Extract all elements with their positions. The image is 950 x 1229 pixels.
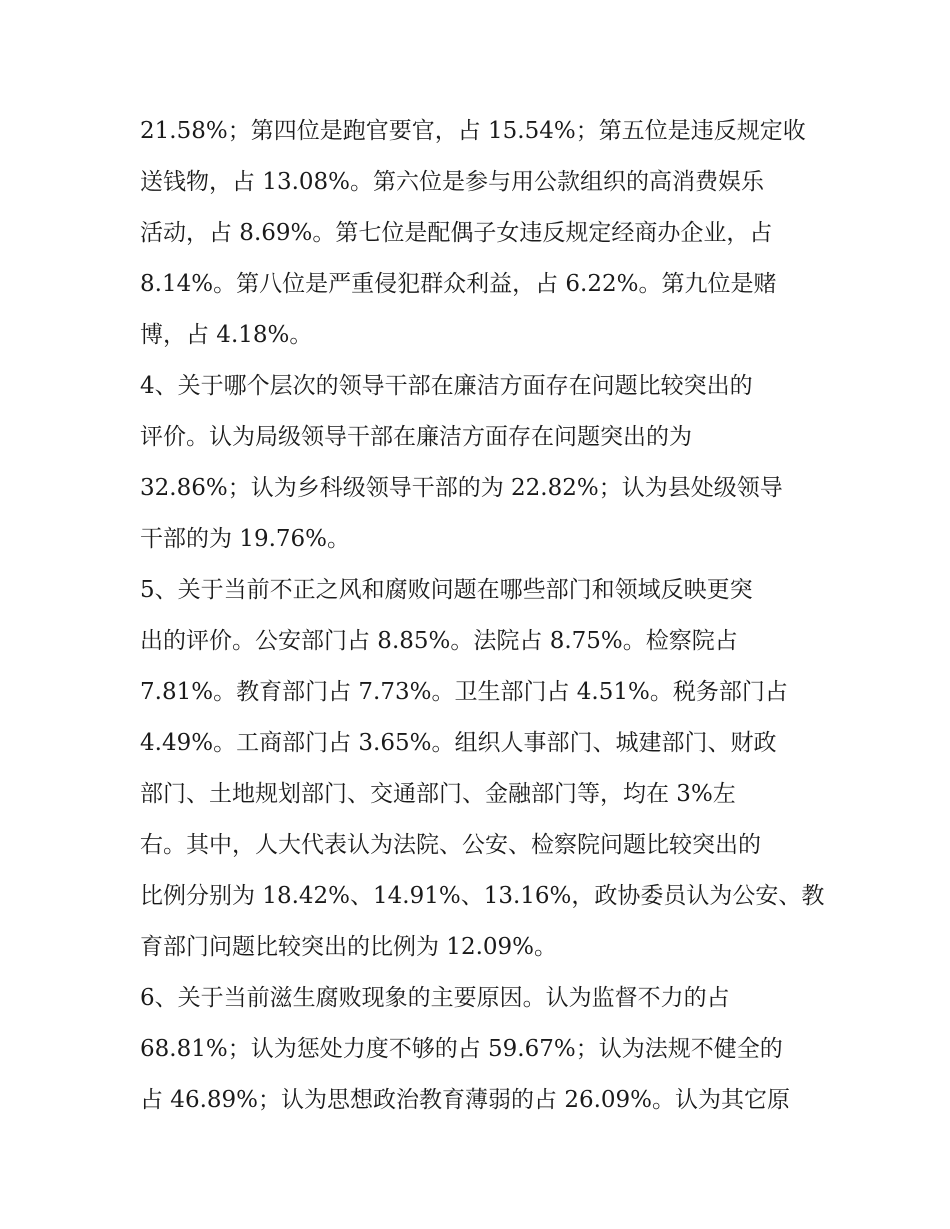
text-line: 博，占 4.18%。 (140, 322, 313, 348)
text-line: 32.86%；认为乡科级领导干部的为 22.82%；认为县处级领导 (140, 475, 783, 501)
text-line: 8.14%。第八位是严重侵犯群众利益，占 6.22%。第九位是赌 (140, 271, 777, 297)
text-line: 出的评价。公安部门占 8.85%。法院占 8.75%。检察院占 (140, 628, 738, 654)
section-6-heading-line: 6、关于当前滋生腐败现象的主要原因。认为监督不力的占 (140, 985, 730, 1011)
text-line: 送钱物，占 13.08%。第六位是参与用公款组织的高消费娱乐 (140, 169, 765, 195)
text-line: 21.58%；第四位是跑官要官，占 15.54%；第五位是违反规定收 (140, 118, 806, 144)
text-line: 4.49%。工商部门占 3.65%。组织人事部门、城建部门、财政 (140, 730, 777, 756)
section-5-heading-line: 5、关于当前不正之风和腐败问题在哪些部门和领域反映更突 (140, 577, 753, 603)
text-line: 7.81%。教育部门占 7.73%。卫生部门占 4.51%。税务部门占 (140, 679, 788, 705)
text-line: 干部的为 19.76%。 (140, 526, 351, 552)
text-line: 68.81%；认为惩处力度不够的占 59.67%；认为法规不健全的 (140, 1036, 783, 1062)
text-line: 比例分别为 18.42%、14.91%、13.16%，政协委员认为公安、教 (140, 883, 825, 909)
text-line: 活动，占 8.69%。第七位是配偶子女违反规定经商办企业，占 (140, 220, 773, 246)
document-body (140, 106, 825, 1126)
text-line: 评价。认为局级领导干部在廉洁方面存在问题突出的为 (140, 424, 692, 450)
section-4-heading-line: 4、关于哪个层次的领导干部在廉洁方面存在问题比较突出的 (140, 373, 753, 399)
text-line: 占 46.89%；认为思想政治教育薄弱的占 26.09%。认为其它原 (140, 1087, 791, 1113)
text-line: 部门、土地规划部门、交通部门、金融部门等，均在 3%左 (140, 781, 736, 807)
text-line: 育部门问题比较突出的比例为 12.09%。 (140, 934, 558, 960)
text-line: 右。其中，人大代表认为法院、公安、检察院问题比较突出的 (140, 832, 761, 858)
